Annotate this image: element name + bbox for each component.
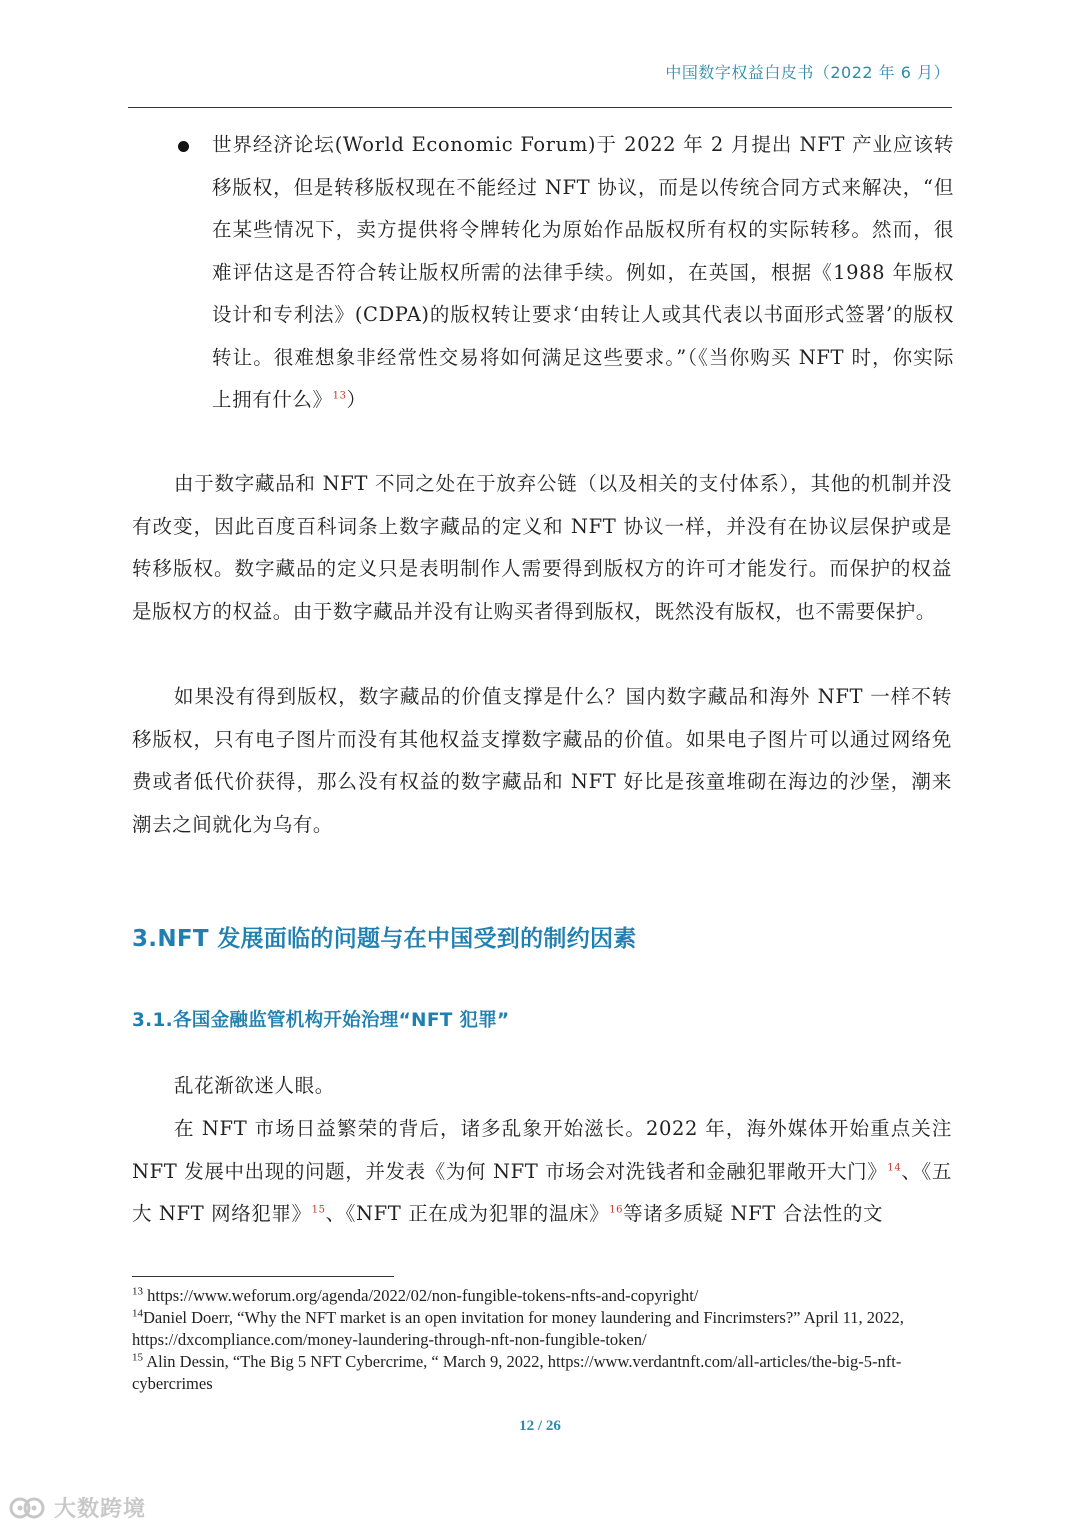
footnote-number: 13 — [132, 1285, 143, 1298]
bullet-text — [212, 124, 954, 422]
footnote-divider — [132, 1276, 394, 1277]
watermark — [8, 1492, 146, 1523]
footnote — [132, 1307, 952, 1351]
bullet-body: 世界经济论坛(World Economic Forum)于 2022 年 2 月提出 NFT 产业应该转移版权，但是转移版权现在不能经过 NFT 协议，而是以传统合同方式来解决，“但在某些情况下，卖方提供将令牌转化为原始作品版权所有权的实际转移。然而，很难评估这是否符合转让版权所需的法律手续。例如，在英国，根据《1988 年版权设计和专利法》(CDPA)的版权转让要求‘由转让人或其代表以书面形式签署’的版权转让。很难想象非经常性交易将如何满足这些要求。”（《当你购买 NFT 时，你实际上拥有什么》 — [212, 133, 954, 411]
footnote — [132, 1351, 952, 1395]
brand-logo-icon — [8, 1495, 48, 1521]
paragraph: 由于数字藏品和 NFT 不同之处在于放弃公链（以及相关的支付体系），其他的机制并没有改变，因此百度百科词条上数字藏品的定义和 NFT 协议一样，并没有在协议层保护或是转移版权。数字藏品的定义只是表明制作人需要得到版权方的许可才能发行。而保护的权益是版权方的权益。由于数字藏品并没有让购买者得到版权，既然没有版权，也不需要保护。 — [132, 472, 952, 623]
footnote-ref[interactable]: 15 — [311, 1204, 326, 1216]
subsection-heading: 3.1.各国金融监管机构开始治理“NFT 犯罪” — [132, 1010, 510, 1031]
section-heading: 3.NFT 发展面临的问题与在中国受到的制约因素 — [132, 926, 637, 952]
footnote-number: 15 — [132, 1351, 143, 1364]
paragraph: 乱花渐欲迷人眼。 — [174, 1074, 335, 1097]
footnote-number: 14 — [132, 1307, 143, 1320]
footnote-ref[interactable]: 14 — [887, 1162, 902, 1173]
footnote-text[interactable]: Alin Dessin, “The Big 5 NFT Cybercrime, “ March 9, 2022, https://www.verdantnft.com/all-articles/the-big-5-nft-cybercrimes — [132, 1352, 902, 1393]
bullet-tail: ） — [346, 388, 367, 411]
footnote-ref[interactable]: 13 — [332, 390, 347, 402]
paragraph-text: 等诸多质疑 NFT 合法性的文 — [623, 1202, 884, 1225]
footnote — [132, 1285, 952, 1307]
footnotes — [132, 1285, 952, 1395]
bullet-dot-icon — [178, 141, 189, 152]
footnote-ref[interactable]: 16 — [609, 1204, 624, 1216]
bullet-item — [160, 124, 960, 422]
footnote-text[interactable]: https://www.weforum.org/agenda/2022/02/non-fungible-tokens-nfts-and-copyright/ — [143, 1286, 699, 1305]
footnote-text[interactable]: Daniel Doerr, “Why the NFT market is an open invitation for money laundering and Fincrimsters?” April 11, 2022, https://dxcompliance.com/money-laundering-through-nft-non-fungible-token/ — [132, 1308, 904, 1349]
page-number: 12 / 26 — [519, 1418, 561, 1434]
paragraph-text: 、《五大 NFT 网络犯罪》 — [132, 1159, 952, 1225]
paragraph: 如果没有得到版权，数字藏品的价值支撑是什么？国内数字藏品和海外 NFT 一样不转移版权，只有电子图片而没有其他权益支撑数字藏品的价值。如果电子图片可以通过网络免费或者低代价获得，那么没有权益的数字藏品和 NFT 好比是孩童堆砌在海边的沙堡，潮来潮去之间就化为乌有。 — [132, 685, 952, 836]
watermark-text: 大数跨境 — [54, 1497, 147, 1522]
paragraph-text: 在 NFT 市场日益繁荣的背后，诸多乱象开始滋长。2022 年，海外媒体开始重点关注 NFT 发展中出现的问题，并发表《为何 NFT 市场会对洗钱者和金融犯罪敞开大门》 — [132, 1117, 952, 1183]
header-divider — [128, 107, 952, 108]
paragraph — [132, 1108, 952, 1236]
paragraph-text: 、《NFT 正在成为犯罪的温床》 — [325, 1202, 610, 1225]
page-header-title: 中国数字权益白皮书（2022 年 6 月） — [665, 63, 950, 82]
